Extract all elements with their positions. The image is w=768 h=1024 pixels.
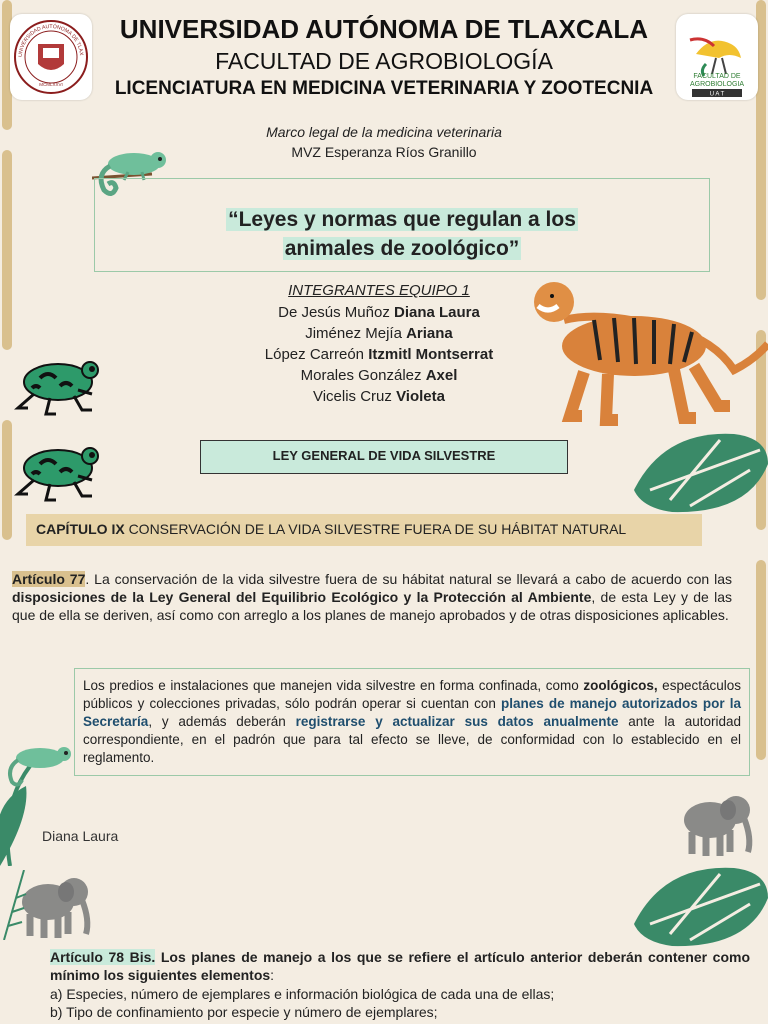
zoo-regulation-quote: Los predios e instalaciones que manejen vida silvestre en forma confinada, como zoológicos, espectáculos públicos y colecciones privadas, sólo podrán operar si cuentan con planes de manejo autorizados por la Secretaría, y además deberán registrarse y actualizar sus datos anualmente ante la autoridad correspondiente, en el padrón que para tal efecto se lleve, de conformidad con lo establecido en el reglamento. bbox=[74, 668, 750, 776]
faculty-logo-line2: AGROBIOLOGIA bbox=[689, 81, 745, 88]
team-member: Jiménez Mejía Ariana bbox=[305, 325, 453, 342]
article-78-bis-paragraph: Artículo 78 Bis. Los planes de manejo a los que se refiere el artículo anterior deberán contener como mínimo los siguientes elementos: bbox=[50, 949, 750, 983]
faculty-logo-uat: U A T bbox=[709, 91, 725, 98]
faculty-logo-line1: FACULTAD DE bbox=[693, 73, 741, 80]
frog-illustration bbox=[10, 434, 106, 506]
team-member: Morales González Axel bbox=[300, 367, 458, 384]
title-line2: animales de zoológico” bbox=[284, 237, 520, 260]
team-heading: INTEGRANTES EQUIPO 1 bbox=[288, 282, 470, 299]
author-note: Diana Laura bbox=[42, 828, 119, 844]
title-box bbox=[94, 178, 710, 272]
faculty-title: FACULTAD DE AGROBIOLOGÍA bbox=[215, 48, 553, 74]
course-name: Marco legal de la medicina veterinaria bbox=[266, 124, 502, 140]
law-title: LEY GENERAL DE VIDA SILVESTRE bbox=[200, 440, 568, 474]
monstera-leaf-decoration bbox=[630, 430, 768, 516]
article-77-label: Artículo 77 bbox=[12, 571, 86, 587]
chapter-text: CONSERVACIÓN DE LA VIDA SILVESTRE FUERA DE SU HÁBITAT NATURAL bbox=[128, 521, 627, 537]
list-item: b) Tipo de confinamiento por especie y número de ejemplares; bbox=[50, 1004, 438, 1020]
team-member: De Jesús Muñoz Diana Laura bbox=[278, 304, 480, 321]
teacher-name: MVZ Esperanza Ríos Granillo bbox=[291, 144, 477, 160]
list-item: a) Especies, número de ejemplares e información biológica de cada una de ellas; bbox=[50, 986, 555, 1002]
seal-text: UNIVERSIDAD AUTÓNOMA DE TLAX bbox=[17, 23, 84, 58]
team-member: López Carreón Itzmitl Montserrat bbox=[264, 346, 494, 363]
tiger-illustration bbox=[524, 280, 768, 436]
frog-illustration bbox=[10, 348, 106, 420]
bamboo-decoration bbox=[756, 560, 766, 760]
article-78-items bbox=[50, 985, 750, 1021]
university-title: UNIVERSIDAD AUTÓNOMA DE TLAXCALA bbox=[119, 14, 649, 44]
elephant-illustration bbox=[676, 790, 758, 858]
fern-decoration bbox=[0, 870, 28, 940]
seal-year: MCMLXXVI bbox=[39, 82, 63, 87]
team-member: Vicelis Cruz Violeta bbox=[312, 388, 445, 405]
monstera-leaf-decoration bbox=[630, 864, 768, 954]
chameleon-illustration bbox=[0, 740, 80, 866]
chapter-banner bbox=[26, 514, 702, 546]
program-title: LICENCIATURA EN MEDICINA VETERINARIA Y ZOOTECNIA bbox=[114, 78, 654, 99]
chapter-label: CAPÍTULO IX bbox=[36, 521, 125, 537]
article-77-paragraph: Artículo 77. La conservación de la vida silvestre fuera de su hábitat natural se llevará a cabo de acuerdo con las disposiciones de la Ley General del Equilibrio Ecológico y la Protección al Ambiente, de esta Ley y de las que de ella se deriven, así como con arreglo a los planes de manejo aprobados y de otras disposiciones aplicables. bbox=[12, 571, 732, 623]
article-78-label: Artículo 78 Bis. bbox=[50, 949, 156, 965]
title-line1: “Leyes y normas que regulan a los bbox=[228, 208, 576, 231]
